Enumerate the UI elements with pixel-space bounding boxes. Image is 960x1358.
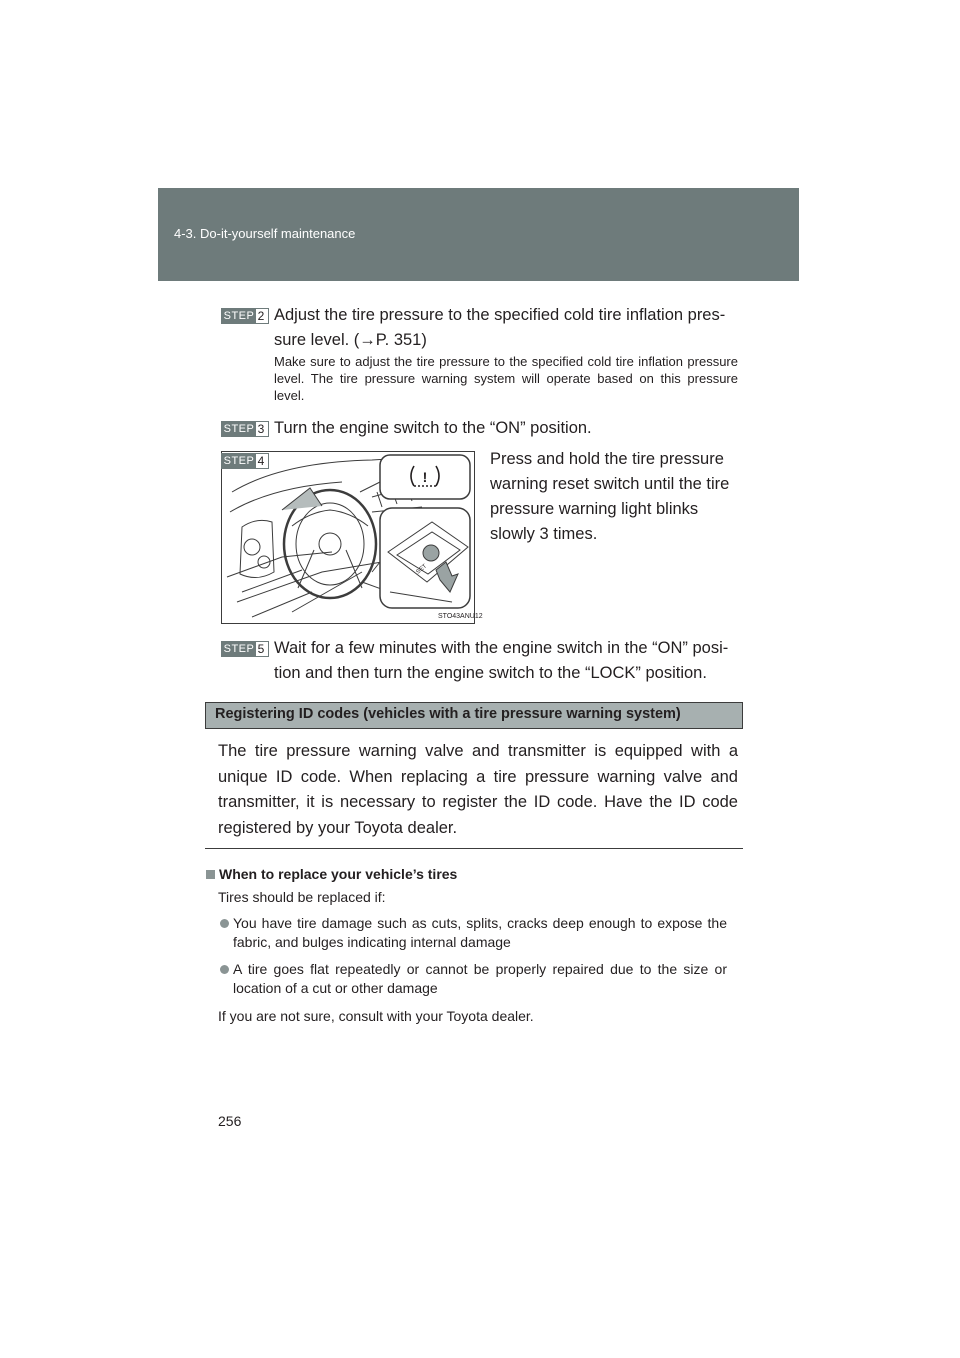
step-4-line-3: pressure warning light blinks — [490, 500, 699, 518]
section-body: The tire pressure warning valve and transmitter is equipped with a unique ID code. When replacing a tire pressure warning valve and transmitter, it is necessary to register the ID code. Have the ID code registered by your Toyota dealer. — [218, 742, 738, 837]
step-2-badge — [221, 308, 269, 324]
divider — [205, 848, 743, 849]
step-number: 5 — [257, 642, 265, 656]
step-2-note: Make sure to adjust the tire pressure to the specified cold tire inflation pressure level. The tire pressure warning system will operate based on this pressure level. — [274, 354, 738, 403]
section-title: 4-3. Do-it-yourself maintenance — [174, 226, 356, 241]
page-number: 256 — [218, 1113, 242, 1129]
dashboard-illustration — [222, 452, 483, 623]
step-5-text: Wait for a few minutes with the engine switch in the “ON” posi- — [274, 639, 729, 657]
bullet-dot-icon — [220, 919, 229, 928]
dashboard-figure — [221, 451, 483, 624]
step-5-text-cont: tion and then turn the engine switch to the “LOCK” position. — [274, 664, 707, 682]
square-bullet-icon — [206, 870, 215, 879]
info-intro: Tires should be replaced if: — [218, 889, 386, 905]
step-number: 2 — [257, 309, 265, 323]
step-label: STEP — [223, 423, 255, 435]
step-number: 3 — [257, 422, 265, 436]
info-bullet-1: You have tire damage such as cuts, splits, cracks deep enough to expose the fabric, and bulges indicating internal damage — [233, 915, 727, 950]
step-number: 4 — [257, 454, 265, 468]
step-label: STEP — [223, 310, 255, 322]
bullet-dot-icon — [220, 965, 229, 974]
section-heading: Registering ID codes (vehicles with a tire pressure warning system) — [215, 706, 681, 722]
step-2-text-cont: sure level. (→P. 351) — [274, 331, 427, 349]
info-footer: If you are not sure, consult with your Toyota dealer. — [218, 1008, 534, 1024]
step-label: STEP — [223, 643, 255, 655]
step-3-text: Turn the engine switch to the “ON” position. — [274, 419, 592, 437]
figure-code: STO43ANU12 — [438, 613, 483, 620]
section-heading-bar — [205, 702, 743, 729]
step-label: STEP — [223, 455, 255, 467]
step-4-badge — [221, 453, 269, 469]
info-bullet-2: A tire goes flat repeatedly or cannot be properly repaired due to the size or location of a cut or other damage — [233, 961, 727, 996]
step-2-text: Adjust the tire pressure to the specified cold tire inflation pres- — [274, 306, 726, 324]
svg-text:!: ! — [422, 469, 428, 485]
step-4-line-1: Press and hold the tire pressure — [490, 450, 724, 468]
step-5-badge — [221, 641, 269, 657]
info-heading: When to replace your vehicle’s tires — [219, 866, 458, 882]
step-4-line-2: warning reset switch until the tire — [490, 475, 730, 493]
step-3-badge — [221, 421, 269, 437]
set-label: SET — [415, 563, 429, 576]
step-4-line-4: slowly 3 times. — [490, 525, 598, 543]
